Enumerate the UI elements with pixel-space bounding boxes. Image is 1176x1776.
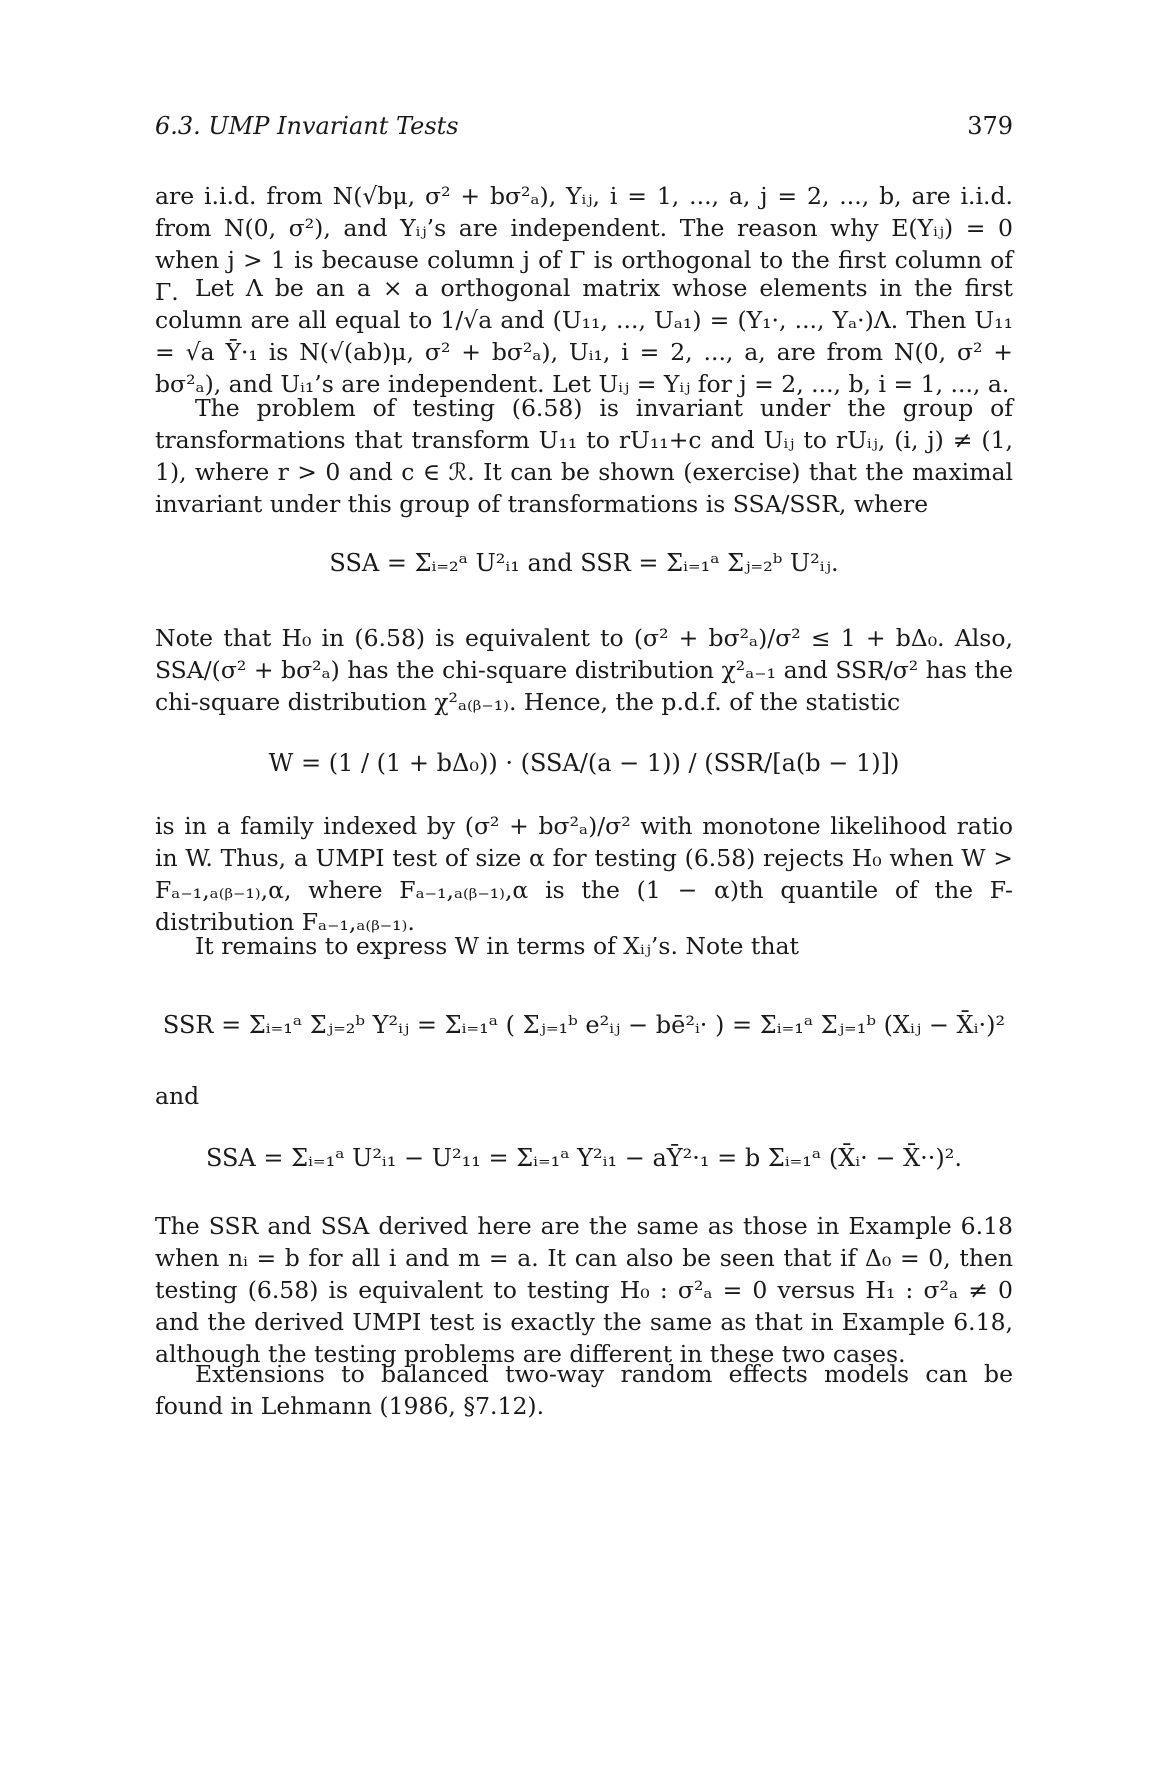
paragraph-2: Let Λ be an a × a orthogonal matrix whose elements in the first column are all equal to 1/√a and (U₁₁, ..., Uₐ₁) = (Y₁·, ..., Yₐ·)Λ. Then U₁₁ = √a Ȳ·₁ is N(√(ab)μ, σ² + bσ²ₐ), Uᵢ₁, i = 2, ..., a, are from N(0, σ² + bσ²ₐ), and Uᵢ₁’s are independent. Let Uᵢⱼ = Yᵢⱼ for j = 2, ..., b, i = 1, ..., a. [155, 274, 1013, 398]
paragraph-4: Note that H₀ in (6.58) is equivalent to (σ² + bσ²ₐ)/σ² ≤ 1 + bΔ₀. Also, SSA/(σ² + bσ²ₐ) has the chi-square distribution χ²ₐ₋₁ and SSR/σ² has the chi-square distribution χ²ₐ₍ᵦ₋₁₎. Hence, the p.d.f. of the statistic [155, 624, 1013, 716]
paragraph-5: is in a family indexed by (σ² + bσ²ₐ)/σ² with monotone likelihood ratio in W. Thus, a UMPI test of size α for testing (6.58) rejects H₀ when W > Fₐ₋₁,ₐ₍ᵦ₋₁₎,α, where Fₐ₋₁,ₐ₍ᵦ₋₁₎,α is the (1 − α)th quantile of the F-distribution Fₐ₋₁,ₐ₍ᵦ₋₁₎. [155, 812, 1013, 936]
paragraph-1: are i.i.d. from N(√bμ, σ² + bσ²ₐ), Yᵢⱼ, i = 1, ..., a, j = 2, ..., b, are i.i.d. from N(0, σ²), and Yᵢⱼ’s are independent. The reason why E(Yᵢⱼ) = 0 when j > 1 is because column j of Γ is orthogonal to the first column of Γ. [155, 182, 1013, 306]
equation-ssr-expansion: SSR = Σᵢ₌₁ᵃ Σⱼ₌₂ᵇ Y²ᵢⱼ = Σᵢ₌₁ᵃ ( Σⱼ₌₁ᵇ e²ᵢⱼ − bē²ᵢ· ) = Σᵢ₌₁ᵃ Σⱼ₌₁ᵇ (Xᵢⱼ − X̄ᵢ·)² [162, 1011, 1006, 1039]
equation-ssa-expansion: SSA = Σᵢ₌₁ᵃ U²ᵢ₁ − U²₁₁ = Σᵢ₌₁ᵃ Y²ᵢ₁ − aȲ²·₁ = b Σᵢ₌₁ᵃ (X̄ᵢ· − X̄··)². [205, 1144, 963, 1172]
paragraph-5-block [155, 810, 1013, 938]
paragraph-8-block [155, 1358, 1013, 1422]
paragraph-6-block [155, 930, 1013, 962]
paragraph-3-block [155, 392, 1013, 520]
paragraph-4-block [155, 622, 1013, 718]
equation-ssa-ssr: SSA = Σᵢ₌₂ᵃ U²ᵢ₁ and SSR = Σᵢ₌₁ᵃ Σⱼ₌₂ᵇ U²ᵢⱼ. [329, 549, 839, 577]
paragraph-8: Extensions to balanced two-way random effects models can be found in Lehmann (1986, §7.12). [155, 1360, 1013, 1420]
paragraph-7: The SSR and SSA derived here are the same as those in Example 6.18 when nᵢ = b for all i and m = a. It can also be seen that if Δ₀ = 0, then testing (6.58) is equivalent to testing H₀ : σ²ₐ = 0 versus H₁ : σ²ₐ ≠ 0 and the derived UMPI test is exactly the same as that in Example 6.18, although the testing problems are different in these two cases. [155, 1212, 1013, 1368]
page-number: 379 [967, 112, 1013, 140]
equation-w-statistic: W = (1 / (1 + bΔ₀)) · (SSA/(a − 1)) / (SSR/[a(b − 1)]) [268, 749, 900, 777]
and-label: and [155, 1082, 200, 1110]
running-header [155, 112, 1013, 144]
paragraph-7-block [155, 1210, 1013, 1370]
paragraph-2-block [155, 272, 1013, 400]
paragraph-6: It remains to express W in terms of Xᵢⱼ’s. Note that [195, 932, 799, 960]
paragraph-3: The problem of testing (6.58) is invariant under the group of transformations that transform U₁₁ to rU₁₁+c and Uᵢⱼ to rUᵢⱼ, (i, j) ≠ (1, 1), where r > 0 and c ∈ ℛ. It can be shown (exercise) that the maximal invariant under this group of transformations is SSA/SSR, where [155, 394, 1013, 518]
section-title: 6.3. UMP Invariant Tests [155, 112, 459, 140]
